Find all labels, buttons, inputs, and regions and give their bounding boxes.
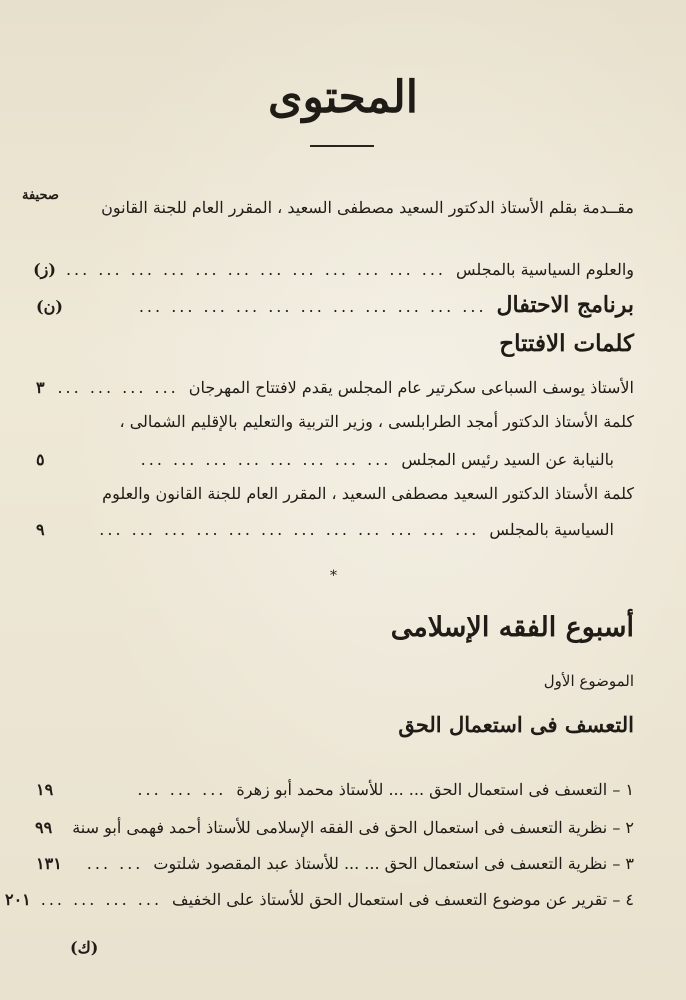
toc-entry-intro: [33, 260, 634, 279]
page-number: (ز): [33, 260, 56, 279]
toc-entry-opening-2: [36, 450, 614, 469]
intro-line: [101, 198, 634, 217]
page-number: ٣: [36, 378, 45, 397]
entry-text: ٢ – نظرية التعسف فى استعمال الحق فى الفقه الإسلامى للأستاذ أحمد فهمى أبو سنة: [72, 818, 634, 837]
leader-dots: ... ... ... ... ... ... ... ... ... ... ...: [138, 297, 487, 316]
entry-text: ٣ – نظرية التعسف فى استعمال الحق ... ... للأستاذ عبد المقصود شلتوت: [153, 854, 634, 873]
topic-title: التعسف فى استعمال الحق: [398, 712, 634, 737]
page-number: ٩٩: [35, 818, 53, 837]
leader-dots: ... ... ...: [137, 780, 227, 799]
program-label: برنامج الاحتفال: [496, 292, 634, 318]
leader-dots: ... ... ... ... ... ... ... ... ... ... ... ...: [65, 260, 446, 279]
entry-text: كلمة الأستاذ الدكتور السعيد مصطفى السعيد ، المقرر العام للجنة القانون والعلوم: [102, 484, 634, 503]
page-number: ٥: [36, 450, 45, 469]
leader-dots: ... ... ... ... ... ... ... ... ... ... ... ...: [99, 520, 480, 539]
intro-continuation: والعلوم السياسية بالمجلس: [456, 260, 634, 279]
footer-page-number: (ك): [70, 938, 99, 957]
leader-dots: ... ... ... ...: [57, 378, 179, 397]
entry-text: الأستاذ يوسف السباعى سكرتير عام المجلس يقدم لافتتاح المهرجان: [188, 378, 634, 397]
page-title: المحتوى: [268, 72, 418, 123]
page-number: ١٣١: [36, 854, 62, 873]
leader-dots: ... ...: [86, 854, 144, 873]
page-number: (ن): [36, 297, 63, 316]
toc-entry-week-2: [36, 818, 634, 837]
opening-heading: كلمات الافتتاح: [499, 330, 634, 357]
toc-entry-week-4: [4, 890, 634, 909]
toc-entry-opening-1: [36, 378, 634, 397]
toc-entry-opening-2-line1: [119, 412, 634, 431]
toc-entry-program: [36, 292, 634, 318]
title-divider: [310, 145, 374, 147]
leader-dots: ... ... ... ...: [40, 890, 163, 909]
toc-entry-week-1: [36, 780, 634, 799]
topic-label: الموضوع الأول: [543, 672, 634, 690]
toc-entry-week-3: [36, 854, 634, 873]
page-number: ٢٠١: [4, 890, 31, 909]
page-number: ١٩: [36, 780, 54, 799]
entry-text: كلمة الأستاذ الدكتور أمجد الطرابلسى ، وزير التربية والتعليم بالإقليم الشمالى ،: [119, 412, 634, 431]
week-heading: أسبوع الفقه الإسلامى: [390, 612, 634, 643]
entry-text: ٤ – تقرير عن موضوع التعسف فى استعمال الحق للأستاذ على الخفيف: [172, 890, 634, 909]
page-column-label: صحيفة: [22, 188, 59, 203]
toc-entry-opening-3: [36, 520, 614, 539]
leader-dots: ... ... ... ... ... ... ... ...: [140, 450, 392, 469]
entry-text: ١ – التعسف فى استعمال الحق ... ... للأستاذ محمد أبو زهرة: [236, 780, 634, 799]
page-number: ٩: [36, 520, 45, 539]
entry-text: السياسية بالمجلس: [489, 520, 614, 539]
entry-text: بالنيابة عن السيد رئيس المجلس: [401, 450, 614, 469]
intro-text: مقــدمة بقلم الأستاذ الدكتور السعيد مصطفى السعيد ، المقرر العام للجنة القانون: [101, 198, 634, 217]
toc-entry-opening-3-line1: [102, 484, 634, 503]
section-separator: *: [330, 568, 337, 584]
